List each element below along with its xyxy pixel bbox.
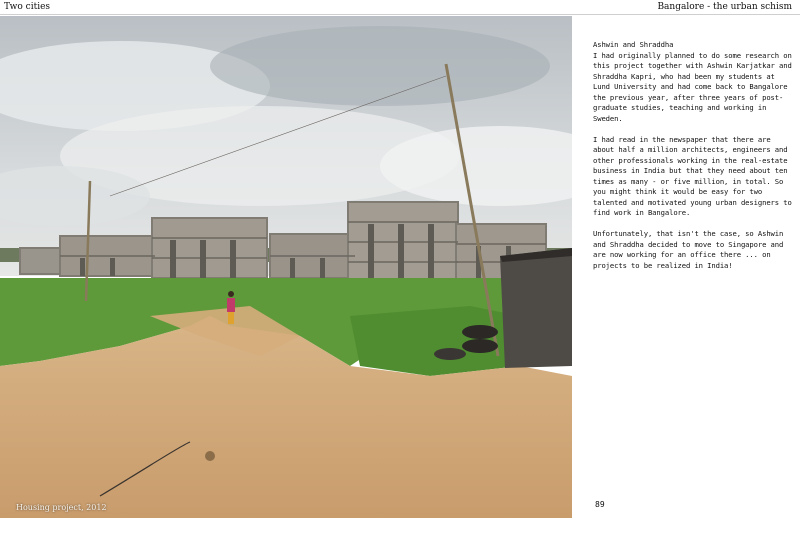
paragraph-3: Unfortunately, that isn't the case, so Ashwin and Shraddha decided to move to Singapore and are now working for an office there ... on projects to be realized in India! xyxy=(593,229,784,270)
article-text xyxy=(593,40,793,282)
chapter-title: Two cities xyxy=(4,2,51,12)
paragraph-1: I had originally planned to do some research on this project together with Ashwin Karjatkar and Shraddha Kapri, who had been my students at Lund University and had come back to Bangalore the previous year, after three years of post-graduate studies, teaching and working in Sweden. xyxy=(593,50,792,123)
article-heading: Ashwin and Shraddha xyxy=(593,40,674,49)
photo-illustration xyxy=(0,16,572,518)
paragraph-2: I had read in the newspaper that there are about half a million architects, engineers and other professionals working in the real-estate business in India but that they need about ten times as many - or five million, in total. So you might think it would be easy for two talented and motivated young urban designers to find work in Bangalore. xyxy=(593,134,792,217)
header-divider xyxy=(0,14,800,15)
housing-project-photo xyxy=(0,16,572,518)
section-title: Bangalore - the urban schism xyxy=(657,2,792,12)
photo-caption: Housing project, 2012 xyxy=(16,503,107,512)
page-number: 89 xyxy=(595,500,605,509)
